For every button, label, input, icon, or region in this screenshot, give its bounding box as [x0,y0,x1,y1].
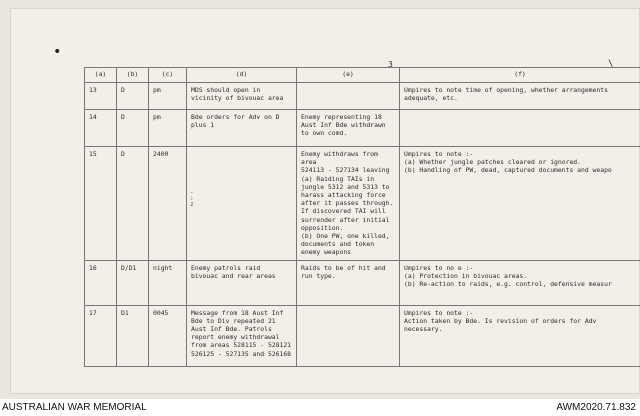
cell-serial: 14 [85,110,117,147]
header-day: (b) [117,68,149,83]
header-serial: (a) [85,68,117,83]
cell-day: D/D1 [117,260,149,305]
archive-reference: AWM2020.71.832 [556,402,636,413]
header-enemy-action: (e) [297,68,400,83]
cell-enemy-action: Enemy withdraws from area 524113 - 527134 leaving (a) Raiding TAIs in jungle 5312 and 5313 to harass attacking force after it passes through. If discovered TAI will surrender after initial opposition. (b) One PW, one killed, documents and token enemy weapons [297,147,400,261]
header-event: (d) [187,68,297,83]
cell-umpire-notes [400,110,640,147]
cell-day: D1 [117,305,149,366]
cell-serial: 15 [85,147,117,261]
cell-umpire-notes: Umpires to note :- Action taken by Bde. Is revision of orders for Adv necessary. [400,305,640,366]
handwritten-margin-mark: - : z [190,189,194,208]
cell-time: pm [149,110,187,147]
corner-tick-mark: \ [608,59,614,69]
header-umpire-notes: (f) [400,68,640,83]
page-number: 3 [388,60,393,69]
table-row [85,260,640,305]
cell-day: D [117,83,149,110]
punch-hole-mark: • [53,44,62,60]
cell-event: Bde orders for Adv on D plus 1 [187,110,297,147]
table-row [85,83,640,110]
cell-umpire-notes: Umpires to note time of opening, whether arrangements adequate, etc. [400,83,640,110]
cell-enemy-action: Enemy representing 18 Aust Inf Bde withdrawn to own comd. [297,110,400,147]
cell-serial: 16 [85,260,117,305]
cell-umpire-notes: Umpires to no e :- (a) Protection in bivouac areas. (b) Re-action to raids, e.g. control, defensive measur [400,260,640,305]
table-row [85,110,640,147]
cell-time: 2400 [149,147,187,261]
archive-name: AUSTRALIAN WAR MEMORIAL [2,402,147,413]
cell-event: MDS should open in vicinity of bivouac area [187,83,297,110]
exercise-serials-table [84,67,640,367]
header-row [85,68,640,83]
archive-footer [0,399,640,416]
cell-enemy-action [297,305,400,366]
cell-enemy-action [297,83,400,110]
cell-time: night [149,260,187,305]
cell-day: D [117,147,149,261]
cell-serial: 17 [85,305,117,366]
cell-event: Enemy patrols raid bivouac and rear areas [187,260,297,305]
cell-event [187,147,297,261]
cell-time: 0045 [149,305,187,366]
table-row [85,305,640,366]
cell-day: D [117,110,149,147]
header-time: (c) [149,68,187,83]
cell-event: Message from 18 Aust Inf Bde to Div repeated 21 Aust Inf Bde. Patrols report enemy withdrawal from areas 528115 - 528121 526125 - 527135 and 526168 [187,305,297,366]
cell-serial: 13 [85,83,117,110]
table-row [85,147,640,261]
cell-time: pm [149,83,187,110]
cell-umpire-notes: Umpires to note :- (a) Whether jungle patches cleared or ignored. (b) Handling of PW, dead, captured documents and weapo [400,147,640,261]
cell-enemy-action: Raids to be of hit and run type. [297,260,400,305]
